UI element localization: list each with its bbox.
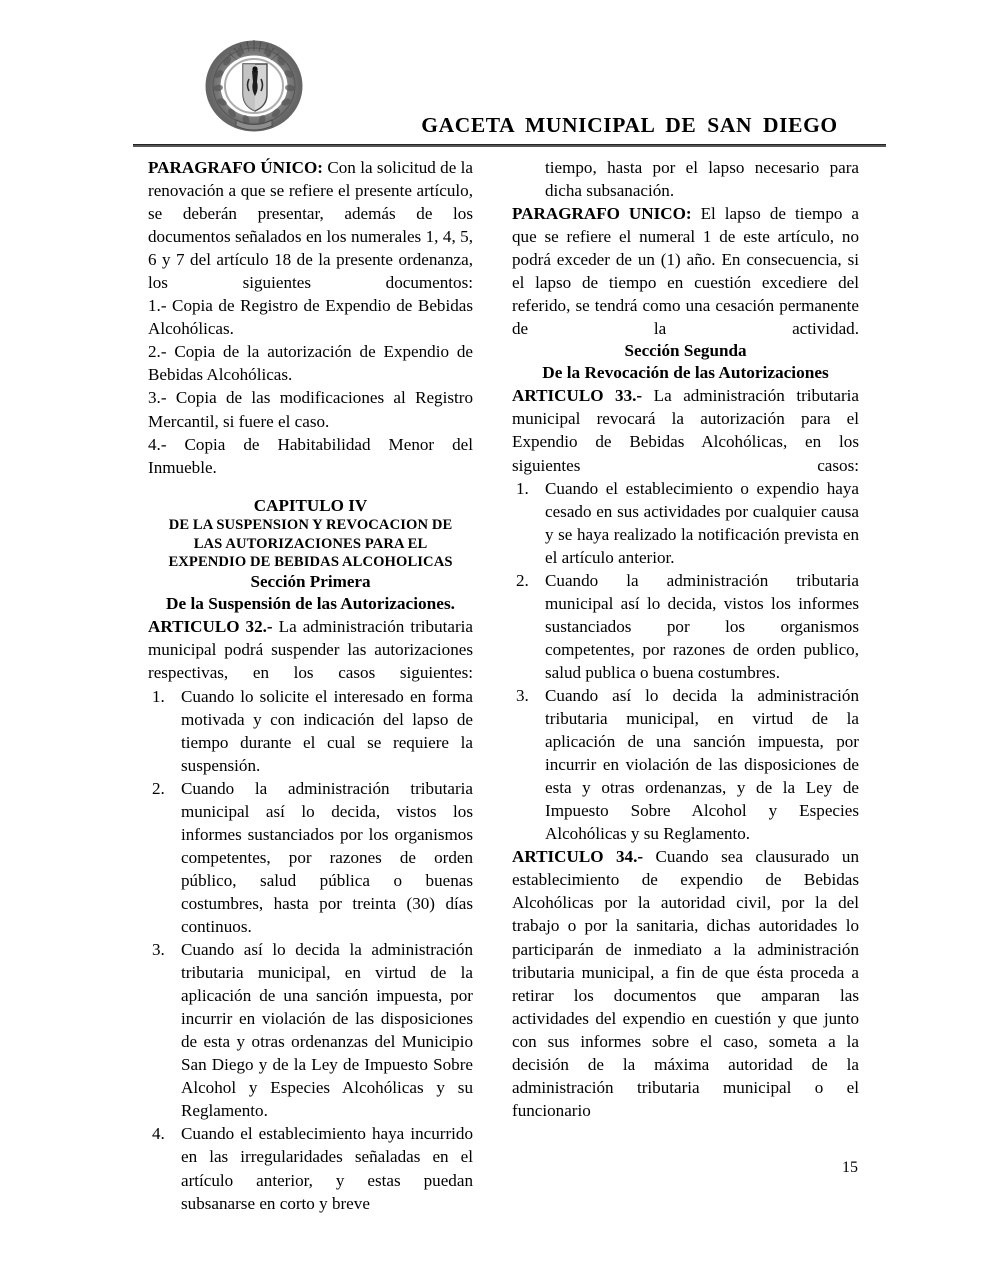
list-item-text: Cuando el establecimiento o expendio haya cesado en sus actividades por cualquier causa y se haya realizado la notificación prevista en el artículo anterior. (545, 478, 859, 567)
left-column (148, 156, 473, 1215)
list-marker: 4. (152, 1124, 165, 1144)
list-item-text: Cuando así lo decida la administración tributaria municipal, en virtud de la aplicación de una sanción impuesta, por incurrir en violación de las disposiciones de esta y otras ordenanzas, y de la Ley de Impuesto Sobre Alcohol y Especies Alcohólicas y su Reglamento. (545, 685, 859, 844)
articulo-34-body: Cuando sea clausurado un establecimiento de expendio de Bebidas Alcohólicas por la autoridad civil, por la del trabajo o por la sanitaria, dichas autoridades lo participarán de inmediato a la administración tributaria municipal, a fin de que ésta proceda a retirar los documentos que amparan las actividades del expendio en cuestión y que junto con sus informes sobre el caso, someta a la decisión de la máxima autoridad de la administración tributaria municipal o el funcionario (512, 847, 859, 1120)
list-item (148, 938, 473, 1122)
articulo-32-body: La administración tributaria municipal podrá suspender las autorizaciones respectivas, en los casos siguientes: (148, 617, 473, 683)
chapter-heading: CAPITULO IV (253, 495, 368, 515)
list-item (512, 477, 859, 569)
list-item (512, 569, 859, 684)
list-marker: 3. (516, 685, 529, 705)
list-marker: 2. (152, 778, 165, 798)
list-item-text: Cuando el establecimiento haya incurrido en las irregularidades señaladas en el artículo anterior, y estas puedan subsanarse en corto y breve (181, 1124, 473, 1213)
page-number: 15 (842, 1159, 858, 1176)
articulo-33-label: ARTICULO 33.- (512, 386, 643, 406)
list-item-text: Cuando la administración tributaria municipal así lo decida, vistos los informes sustanciados por los organismos competentes, por razones de orden público, salud pública o buenas costumbres, hasta por treinta (30) días continuos. (181, 778, 473, 936)
paragrafo-unico-right-body: El lapso de tiempo a que se refiere el numeral 1 de este artículo, no podrá exceder de un (1) año. En consecuencia, si el lapso de tiempo en cuestión excediere del referido, se tendrá como una cesación permanente de la actividad. (512, 204, 859, 339)
paragrafo-unico-left-label: PARAGRAFO ÚNICO: (148, 158, 323, 177)
paragrafo-unico-right-label: PARAGRAFO UNICO: (512, 204, 692, 224)
articulo-34 (512, 845, 859, 1122)
list-item (148, 777, 473, 938)
paragrafo-unico-left (148, 156, 473, 294)
articulo-33-list (512, 477, 859, 846)
articulo-34-label: ARTICULO 34.- (512, 847, 644, 867)
chapter-subtitle-line-3: EXPENDIO DE BEBIDAS ALCOHOLICAS (168, 553, 453, 570)
document-item-3: 3.- Copia de las modificaciones al Registro Mercantil, si fuere el caso. (148, 388, 473, 431)
list-marker: 2. (516, 570, 529, 590)
chapter-subtitle-line-2: LAS AUTORIZACIONES PARA EL (193, 535, 428, 552)
articulo-32 (148, 615, 473, 684)
header-divider (133, 144, 886, 147)
articulo-33-body: La administración tributaria municipal revocará la autorización para el Expendio de Bebidas Alcohólicas, en los siguientes casos: (512, 386, 859, 475)
list-marker: 1. (516, 478, 529, 498)
document-item-2: 2.- Copia de la autorización de Expendio de Bebidas Alcohólicas. (148, 342, 473, 385)
page-title: GACETA MUNICIPAL DE SAN DIEGO (421, 113, 838, 137)
list-marker: 1. (152, 686, 165, 706)
document-item-4: 4.- Copia de Habitabilidad Menor del Inmueble. (148, 434, 473, 477)
paragrafo-unico-left-body: Con la solicitud de la renovación a que se refiere el presente artículo, se deberán presentar, además de los documentos señalados en los numerales 1, 4, 5, 6 y 7 del artículo 18 de la presente ordenanza, los siguientes documentos: (148, 158, 473, 293)
paragrafo-unico-right (512, 202, 859, 340)
list-marker: 3. (152, 940, 165, 960)
section-subtitle-revocacion: De la Revocación de las Autorizaciones (542, 362, 829, 382)
section-heading-primera: Sección Primera (250, 572, 371, 592)
list-item-text: Cuando lo solicite el interesado en forma motivada y con indicación del lapso de tiempo durante el cual se requiere la suspensión. (181, 686, 473, 775)
coat-of-arms-icon (205, 34, 303, 134)
list-item-text: Cuando así lo decida la administración tributaria municipal, en virtud de la aplicación de una sanción impuesta, por incurrir en violación de las disposiciones de esta y otras ordenanzas del Municipio San Diego y de la Ley de Impuesto Sobre Alcohol y Especies Alcohólicas y su Reglamento. (181, 940, 473, 1121)
list-item-text: Cuando la administración tributaria municipal así lo decida, vistos los informes sustanciados por los organismos competentes, por razones de orden publico, salud publica o buena costumbres. (545, 570, 859, 682)
section-subtitle-suspension: De la Suspensión de las Autorizaciones. (165, 593, 455, 613)
chapter-subtitle-line-1: DE LA SUSPENSION Y REVOCACION DE (168, 517, 453, 534)
list-item (512, 684, 859, 845)
articulo-33 (512, 384, 859, 476)
right-column (512, 156, 859, 1122)
list-item (148, 685, 473, 777)
articulo-32-label: ARTICULO 32.- (148, 617, 273, 637)
continuation-text: tiempo, hasta por el lapso necesario para dicha subsanación. (545, 158, 859, 201)
masthead (133, 34, 886, 146)
section-heading-segunda: Sección Segunda (624, 341, 747, 361)
document-item-1: 1.- Copia de Registro de Expendio de Bebidas Alcohólicas. (148, 296, 473, 339)
articulo-32-list (148, 685, 473, 1215)
